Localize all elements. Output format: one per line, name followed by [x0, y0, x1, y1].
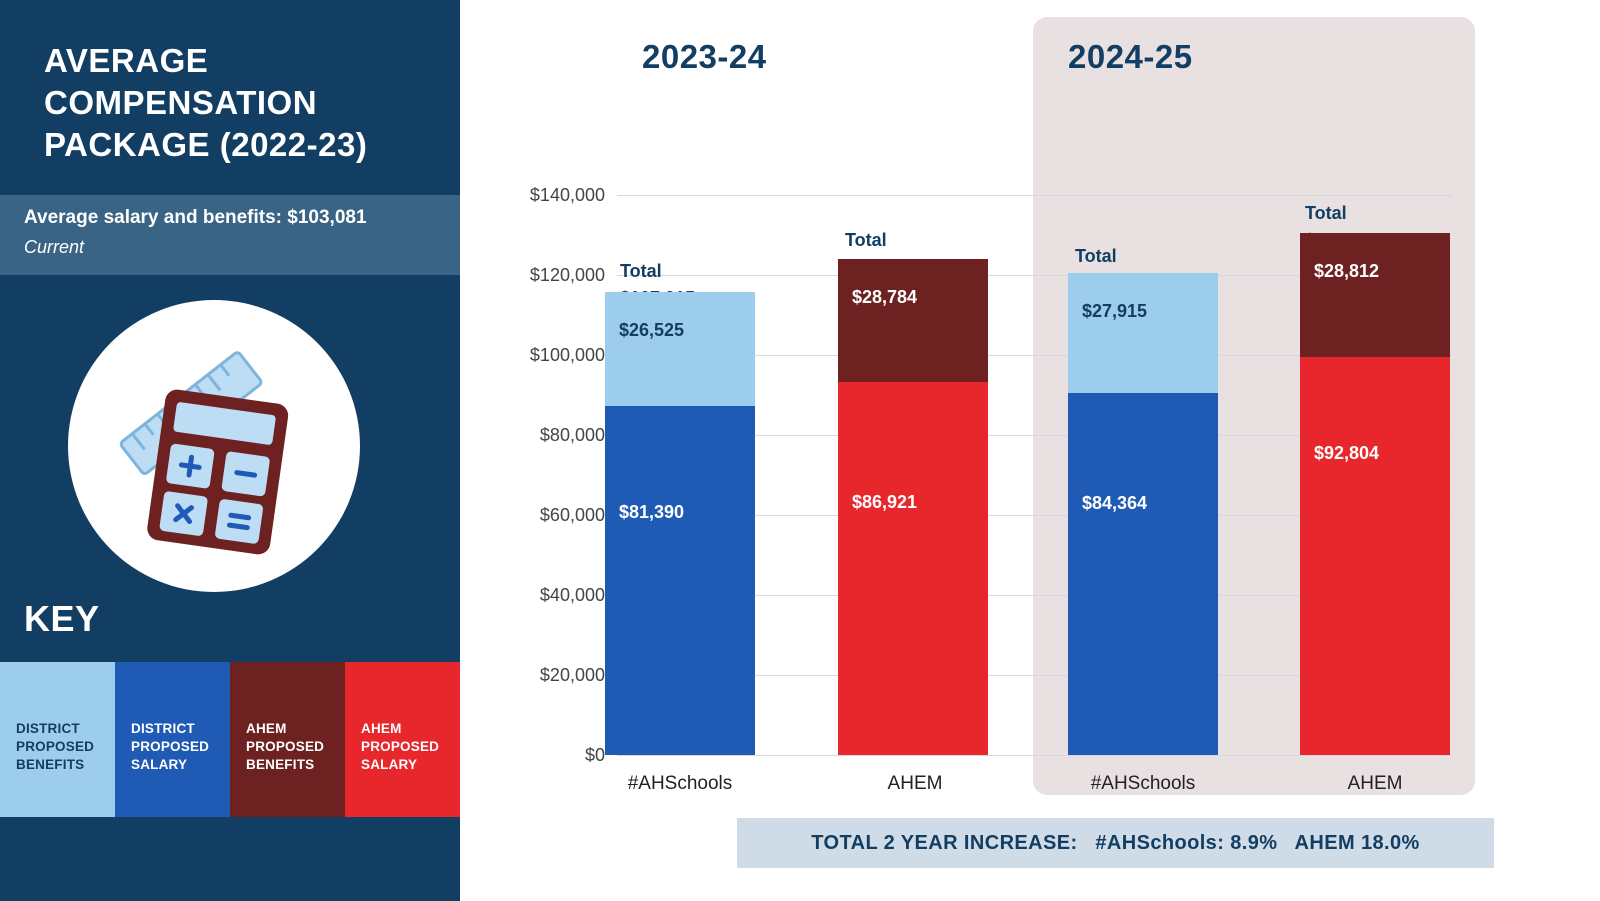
legend-item-line2: PROPOSED	[361, 739, 440, 755]
bar-segment-salary[interactable]	[838, 382, 988, 755]
page-title: AVERAGE COMPENSATION PACKAGE (2022-23)	[44, 42, 368, 164]
legend-item-ahem-proposed-benefits	[230, 662, 345, 817]
x-axis-label-2: #AHSchools	[1090, 773, 1196, 794]
calculator-and-ruler-icon-art	[68, 300, 360, 592]
y-axis-tick-label: $100,000	[529, 345, 605, 365]
segment-value-label: $27,915	[1082, 301, 1148, 321]
legend-item-line2: PROPOSED	[246, 739, 325, 755]
segment-value-label: $28,812	[1314, 261, 1380, 281]
legend-item-line3: BENEFITS	[16, 757, 85, 773]
legend-item-line3: SALARY	[131, 757, 188, 773]
total-word: Total	[845, 230, 887, 250]
bar-segment-benefits[interactable]	[1300, 233, 1450, 357]
bar-segment-benefits[interactable]	[605, 292, 755, 406]
average-salary-benefits-text: Average salary and benefits: $103,081	[24, 207, 367, 228]
bar-0-ahschools-2023-24[interactable]	[605, 292, 755, 755]
group-heading-2024-25: 2024-25	[1068, 38, 1193, 75]
legend-item-line3: BENEFITS	[246, 757, 315, 773]
x-axis-label-3: AHEM	[1347, 773, 1403, 794]
y-axis-tick-label: $60,000	[539, 505, 605, 525]
legend-item-line1: DISTRICT	[16, 721, 80, 736]
total-word: Total	[1305, 203, 1347, 223]
legend-item-line1: DISTRICT	[131, 721, 195, 736]
legend-item-district-proposed-benefits	[0, 662, 115, 817]
bar-segment-benefits[interactable]	[1068, 273, 1218, 393]
total-increase-banner	[737, 818, 1494, 868]
average-compensation-band	[0, 195, 460, 275]
legend-item-line2: PROPOSED	[16, 739, 95, 755]
segment-value-label: $92,804	[1314, 443, 1380, 463]
gridline	[617, 195, 1452, 196]
y-axis-tick-label: $40,000	[539, 585, 605, 605]
y-axis-tick-label: $20,000	[539, 665, 605, 685]
y-axis-tick-label: $140,000	[529, 185, 605, 205]
legend-item-district-proposed-salary	[115, 662, 230, 817]
legend-item-line1: AHEM	[361, 721, 402, 736]
segment-value-label: $86,921	[852, 492, 918, 512]
segment-value-label: $28,784	[852, 287, 918, 307]
stacked-bar-chart	[460, 0, 1600, 901]
segment-value-label: $84,364	[1082, 493, 1148, 513]
total-word: Total	[1075, 246, 1117, 266]
total-increase-text: TOTAL 2 YEAR INCREASE: #AHSchools: 8.9% AHEM 18.0%	[811, 831, 1420, 854]
legend-item-ahem-proposed-salary	[345, 662, 460, 817]
calculator-and-ruler-icon	[68, 300, 360, 592]
segment-value-label: $81,390	[619, 502, 685, 522]
legend	[0, 662, 480, 817]
bar-2-ahschools-2024-25[interactable]	[1068, 273, 1218, 755]
key-heading: KEY	[24, 598, 100, 639]
axis-baseline	[617, 755, 1452, 756]
bar-1-ahem-2023-24[interactable]	[838, 259, 988, 755]
y-axis-tick-label: $120,000	[529, 265, 605, 285]
info-panel	[0, 0, 460, 901]
segment-value-label: $26,525	[619, 320, 685, 340]
y-axis-tick-label: $80,000	[539, 425, 605, 445]
bar-3-ahem-2024-25[interactable]	[1300, 233, 1450, 755]
bar-segment-salary[interactable]	[1300, 357, 1450, 755]
x-axis-label-1: AHEM	[887, 773, 943, 794]
bar-segment-salary[interactable]	[1068, 393, 1218, 755]
y-axis-tick-label: $0	[584, 745, 605, 765]
x-axis-label-0: #AHSchools	[627, 773, 733, 794]
current-label: Current	[24, 237, 85, 257]
bar-segment-benefits[interactable]	[838, 259, 988, 382]
legend-item-line3: SALARY	[361, 757, 418, 773]
total-word: Total	[620, 261, 662, 281]
bar-segment-salary[interactable]	[605, 406, 755, 755]
legend-item-line1: AHEM	[246, 721, 287, 736]
group-heading-2023-24: 2023-24	[642, 38, 767, 75]
legend-item-line2: PROPOSED	[131, 739, 210, 755]
